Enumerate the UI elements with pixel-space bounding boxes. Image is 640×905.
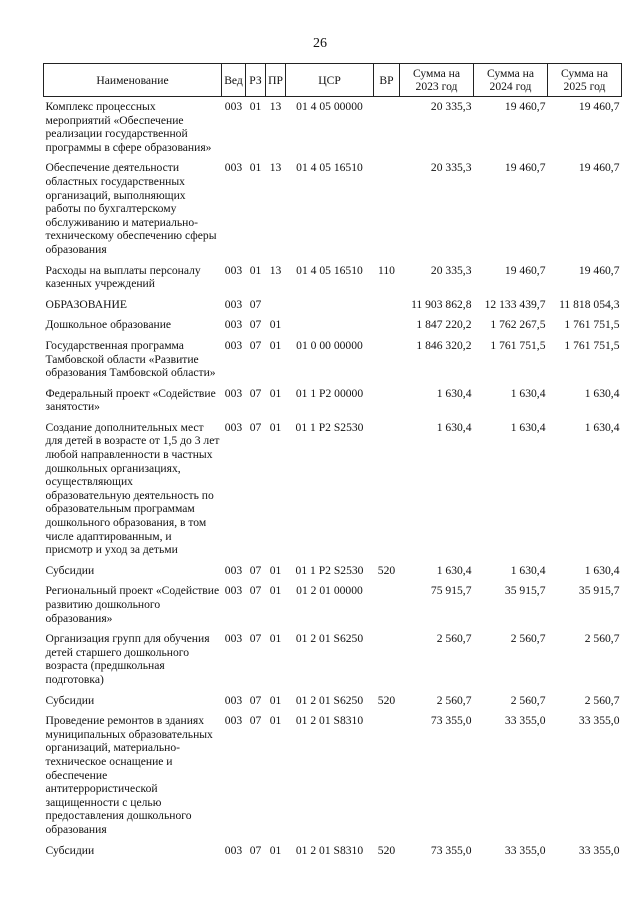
cell-sum-2025: 19 460,7 [578,161,620,175]
cell-pr [266,295,286,316]
cell-csr: 01 2 01 S6250 [295,693,364,707]
cell-sum-2025: 33 355,0 [578,714,620,728]
cell-pr: 13 [269,100,282,113]
cell-vr [374,581,400,629]
cell-sum-2024: 1 761 751,5 [490,338,546,352]
cell-sum-2024: 2 560,7 [510,693,546,707]
cell-sum-2024: 19 460,7 [504,263,546,277]
cell-vr [374,629,400,690]
cell-csr: 01 4 05 16510 [296,263,363,277]
cell-sum-2024: 35 915,7 [504,584,546,598]
table-body [44,97,622,862]
cell-sum-2023: 75 915,7 [430,584,472,598]
cell-csr [286,295,374,316]
cell-rz: 07 [249,584,262,598]
cell-sum-2024: 19 460,7 [504,100,546,113]
table-row [44,581,622,629]
cell-name: Субсидии [45,563,95,577]
budget-table [43,63,622,861]
cell-name: Субсидии [45,693,95,707]
cell-name: Федеральный проект «Содействие занятости» [45,386,216,414]
cell-vr [374,97,400,159]
cell-csr: 01 2 01 S6250 [295,632,364,646]
cell-pr: 01 [269,338,282,352]
cell-ved: 003 [224,714,243,728]
cell-sum-2024: 33 355,0 [504,714,546,728]
table-row [44,384,622,418]
cell-sum-2024: 1 630,4 [510,420,546,434]
cell-sum-2025: 11 818 054,3 [559,297,620,311]
cell-sum-2025: 33 355,0 [578,843,620,857]
table-header [44,64,622,97]
cell-ved: 003 [224,584,243,598]
cell-ved: 003 [224,161,243,175]
cell-pr: 01 [269,632,282,646]
cell-sum-2024: 1 630,4 [510,563,546,577]
cell-vr [374,384,400,418]
cell-sum-2023: 20 335,3 [430,161,472,175]
table-row [44,629,622,690]
cell-pr: 01 [269,584,282,598]
cell-name: Комплекс процессных мероприятий «Обеспечение реализации государственной программы в сфере образования» [45,100,212,154]
cell-ved: 003 [224,338,243,352]
cell-ved: 003 [224,386,243,400]
header-pr: ПР [266,64,286,97]
cell-sum-2023: 11 903 862,8 [411,297,472,311]
cell-vr: 520 [377,563,396,577]
cell-rz: 07 [249,297,262,311]
cell-rz: 07 [249,338,262,352]
cell-vr: 520 [377,843,396,857]
cell-ved: 003 [224,318,243,332]
header-rz: РЗ [246,64,266,97]
cell-sum-2024: 19 460,7 [504,161,546,175]
cell-name: Расходы на выплаты персоналу казенных учреждений [45,263,201,291]
cell-sum-2025: 2 560,7 [584,632,620,646]
cell-vr: 520 [377,693,396,707]
header-sum-2025: Сумма на 2025 год [548,64,622,97]
cell-ved: 003 [224,263,243,277]
table-row [44,711,622,840]
cell-csr: 01 4 05 00000 [296,100,363,113]
cell-csr: 01 2 01 00000 [296,584,363,598]
table-row [44,691,622,712]
cell-rz: 07 [249,318,262,332]
cell-sum-2023: 73 355,0 [430,714,472,728]
cell-ved: 003 [224,420,243,434]
cell-pr: 01 [269,318,282,332]
cell-sum-2025: 1 761 751,5 [564,318,620,332]
cell-sum-2025: 2 560,7 [584,693,620,707]
cell-name: Субсидии [45,843,95,857]
table-row [44,295,622,316]
cell-sum-2025: 35 915,7 [578,584,620,598]
table-row [44,158,622,260]
table-row [44,336,622,384]
cell-csr: 01 1 P2 S2530 [295,420,364,434]
cell-rz: 01 [249,161,262,175]
header-sum-2024: Сумма на 2024 год [474,64,548,97]
cell-pr: 01 [269,693,282,707]
cell-sum-2025: 19 460,7 [578,100,620,113]
cell-csr: 01 0 00 00000 [296,338,363,352]
table-row [44,561,622,582]
cell-ved: 003 [224,297,243,311]
header-ved: Вед [222,64,246,97]
cell-csr: 01 4 05 16510 [296,161,363,175]
cell-name: ОБРАЗОВАНИЕ [45,297,127,311]
table-row [44,261,622,295]
cell-sum-2024: 33 355,0 [504,843,546,857]
cell-sum-2023: 20 335,3 [430,263,472,277]
cell-vr [374,315,400,336]
cell-sum-2023: 20 335,3 [430,100,472,113]
cell-sum-2024: 2 560,7 [510,632,546,646]
cell-vr [374,418,400,561]
cell-vr [374,295,400,316]
cell-name: Проведение ремонтов в зданиях муниципальных образовательных организаций, материально-техническое оснащение и обеспечение антитеррористической защищенности с целью предоставления дошкольного образования [45,714,213,836]
table-row [44,418,622,561]
cell-sum-2025: 1 630,4 [584,386,620,400]
table-row [44,315,622,336]
cell-ved: 003 [224,100,243,113]
cell-vr: 110 [378,263,395,277]
cell-pr: 13 [269,263,282,277]
cell-rz: 07 [249,563,262,577]
cell-sum-2023: 73 355,0 [430,843,472,857]
cell-rz: 07 [249,693,262,707]
cell-pr: 01 [269,563,282,577]
cell-pr: 01 [269,386,282,400]
table-row [44,97,622,159]
cell-sum-2023: 2 560,7 [436,693,472,707]
cell-sum-2023: 2 560,7 [436,632,472,646]
header-sum-2023: Сумма на 2023 год [400,64,474,97]
cell-sum-2024: 12 133 439,7 [484,297,546,311]
cell-sum-2023: 1 847 220,2 [416,318,472,332]
cell-sum-2023: 1 630,4 [436,386,472,400]
cell-name: Региональный проект «Содействие развитию дошкольного образования» [45,584,220,625]
cell-pr: 01 [269,843,282,857]
cell-csr: 01 2 01 S8310 [295,843,364,857]
cell-pr: 01 [269,714,282,728]
cell-name: Обеспечение деятельности областных государственных организаций, выполняющих работы по бухгалтерскому обслуживанию и материально-техническому обеспечению сферы образования [45,161,217,256]
cell-rz: 07 [249,420,262,434]
cell-pr: 01 [269,420,282,434]
cell-rz: 07 [249,632,262,646]
cell-csr: 01 1 P2 S2530 [295,563,364,577]
cell-rz: 01 [249,100,262,113]
cell-csr: 01 2 01 S8310 [295,714,364,728]
cell-rz: 07 [249,386,262,400]
cell-rz: 01 [249,263,262,277]
header-vr: ВР [374,64,400,97]
cell-rz: 07 [249,843,262,857]
cell-name: Организация групп для обучения детей старшего дошкольного возраста (предшкольная подготовка) [45,632,210,686]
cell-sum-2023: 1 846 320,2 [416,338,472,352]
cell-pr: 13 [269,161,282,175]
cell-ved: 003 [224,843,243,857]
header-csr: ЦСР [286,64,374,97]
cell-vr [374,711,400,840]
cell-ved: 003 [224,632,243,646]
cell-sum-2024: 1 762 267,5 [490,318,546,332]
cell-sum-2023: 1 630,4 [436,420,472,434]
cell-name: Дошкольное образование [45,318,172,332]
page-number: 26 [313,36,327,51]
cell-sum-2025: 1 630,4 [584,420,620,434]
cell-ved: 003 [224,563,243,577]
cell-sum-2024: 1 630,4 [510,386,546,400]
cell-csr [286,315,374,336]
cell-vr [374,336,400,384]
header-name: Наименование [44,64,222,97]
cell-sum-2025: 1 630,4 [584,563,620,577]
cell-name: Государственная программа Тамбовской области «Развитие образования Тамбовской области» [45,338,216,380]
table-row [44,841,622,862]
cell-ved: 003 [224,693,243,707]
cell-sum-2025: 19 460,7 [578,263,620,277]
cell-sum-2023: 1 630,4 [436,563,472,577]
cell-name: Создание дополнительных мест для детей в возрасте от 1,5 до 3 лет любой направленности в частных дошкольных организациях, осуществляющих образовательную деятельность по образовательным программам дошкольного образования, в том числе адаптированным, и присмотр и уход за детьми [45,420,220,557]
cell-sum-2025: 1 761 751,5 [564,338,620,352]
cell-csr: 01 1 P2 00000 [295,386,364,400]
cell-rz: 07 [249,714,262,728]
cell-vr [374,158,400,260]
